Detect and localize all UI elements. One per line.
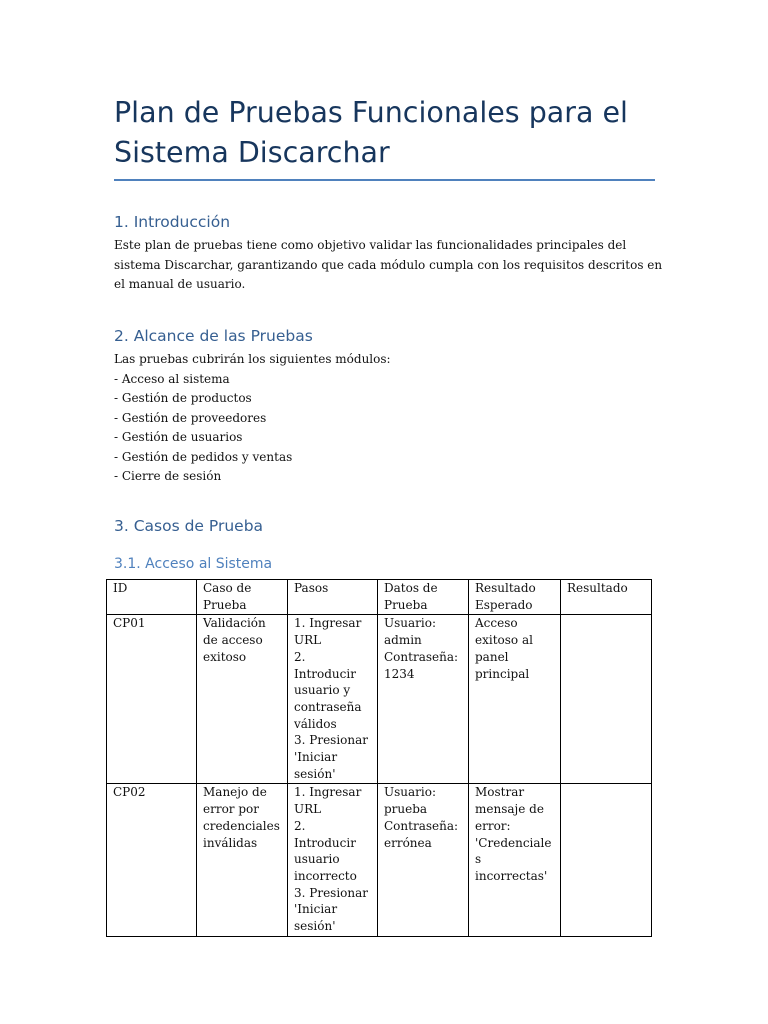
cell-datos (378, 784, 469, 936)
table-row (107, 615, 652, 784)
cell-esperado: Mostrar mensaje de error: 'Credenciales incorrectas' (469, 784, 561, 936)
cell-id: CP01 (107, 615, 197, 784)
cell-resultado (561, 784, 652, 936)
data-line: Contraseña: errónea (384, 818, 459, 850)
column-header-resultado: Resultado (561, 580, 652, 615)
scope-item: - Gestión de pedidos y ventas (114, 449, 293, 464)
cell-resultado (561, 615, 652, 784)
intro-heading: 1. Introducción (114, 213, 231, 231)
scope-intro: Las pruebas cubrirán los siguientes módulos: (114, 352, 391, 366)
column-header-id: ID (107, 580, 197, 615)
data-line: Contraseña: 1234 (384, 649, 459, 681)
scope-item: - Acceso al sistema (114, 371, 230, 386)
column-header-pasos: Pasos (288, 580, 378, 615)
title-divider (114, 179, 655, 181)
cases-subheading: 3.1. Acceso al Sistema (114, 556, 273, 572)
cell-datos (378, 615, 469, 784)
cell-pasos (288, 615, 378, 784)
scope-heading: 2. Alcance de las Pruebas (114, 327, 313, 345)
column-header-esperado: Resultado Esperado (469, 580, 561, 615)
scope-body (114, 350, 674, 487)
data-line: Usuario: admin (384, 616, 436, 648)
scope-item: - Gestión de usuarios (114, 430, 243, 444)
cell-esperado: Acceso exitoso al panel principal (469, 615, 561, 784)
cases-heading: 3. Casos de Prueba (114, 517, 264, 535)
step-line: 1. Ingresar URL (294, 616, 362, 648)
test-cases-table (106, 579, 652, 937)
cell-id: CP02 (107, 784, 197, 936)
step-line: 2. Introducir usuario incorrecto (294, 818, 357, 883)
scope-item: - Gestión de proveedores (114, 410, 267, 425)
column-header-datos: Datos de Prueba (378, 580, 469, 615)
cell-pasos (288, 784, 378, 936)
step-line: 2. Introducir usuario y contraseña válidos (294, 649, 362, 731)
table-header-row (107, 580, 652, 615)
document-title: Plan de Pruebas Funcionales para el Sistema Discarchar (114, 96, 628, 169)
intro-paragraph: Este plan de pruebas tiene como objetivo validar las funcionalidades principales del sistema Discarchar, garantizando que cada módulo cumpla con los requisitos descritos en el manual de usuario. (114, 238, 663, 291)
data-line: Usuario: prueba (384, 785, 436, 817)
step-line: 3. Presionar 'Iniciar sesión' (294, 733, 369, 781)
cell-caso: Validación de acceso exitoso (197, 615, 288, 784)
step-line: 3. Presionar 'Iniciar sesión' (294, 885, 369, 934)
table-row (107, 784, 652, 936)
cell-caso: Manejo de error por credenciales inválidas (197, 784, 288, 936)
scope-item: - Gestión de productos (114, 391, 252, 405)
step-line: 1. Ingresar URL (294, 785, 362, 817)
scope-item: - Cierre de sesión (114, 469, 222, 483)
column-header-caso: Caso de Prueba (197, 580, 288, 615)
